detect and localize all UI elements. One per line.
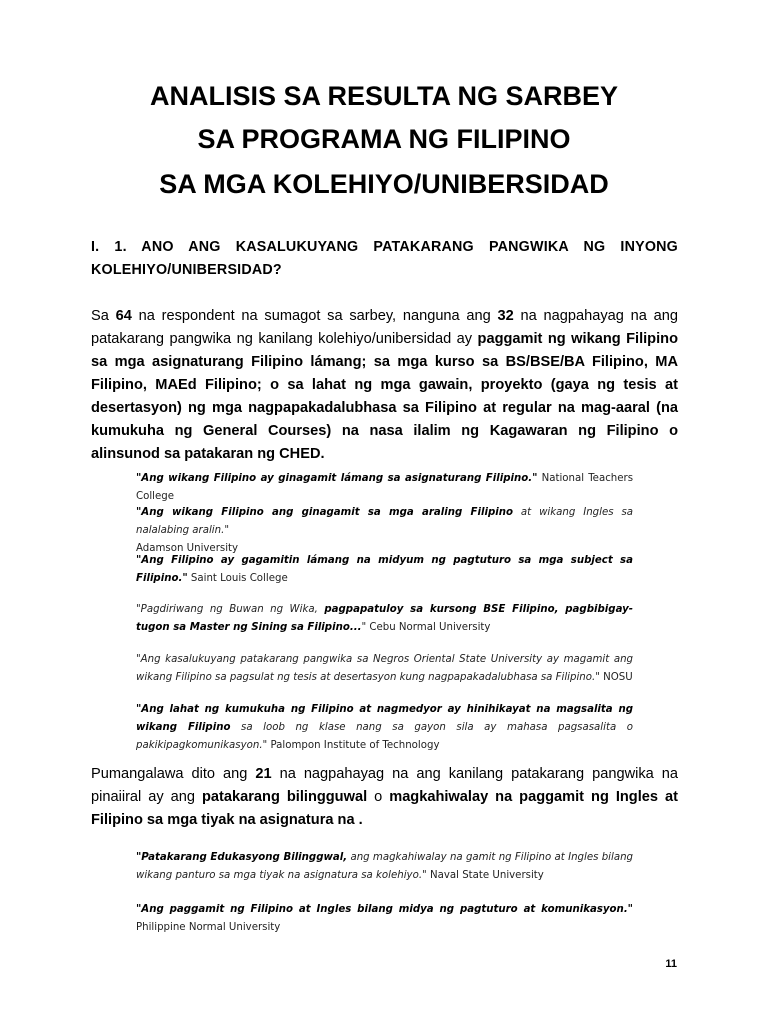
title-line-1: ANALISIS SA RESULTA NG SARBEY — [149, 81, 619, 111]
quote-national-teachers-college: "Ang wikang Filipino ay ginagamit lámang sa asignaturang Filipino." National Teachers College — [136, 473, 634, 502]
section-heading: I. 1. ANO ANG KASALUKUYANG PATAKARANG PANGWIKA NG INYONG KOLEHIYO/UNIBERSIDAD? — [91, 239, 678, 278]
quote-philippine-normal-university: "Ang paggamit ng Filipino at Ingles bilang midya ng pagtuturo at komunikasyon." Philippine Normal University — [136, 904, 633, 933]
quote-saint-louis-college: "Ang Filipino ay gagamitin lámang na midyum ng pagtuturo sa mga subject sa Filipino." Saint Louis College — [136, 555, 633, 584]
quote-adamson-university: "Ang wikang Filipino ang ginagamit sa mga araling Filipino at wikang Ingles sa nalalabing aralin." Adamson University — [136, 507, 633, 554]
title-line-3: SA MGA KOLEHIYO/UNIBERSIDAD — [159, 169, 609, 199]
quote-palompon-institute: "Ang lahat ng kumukuha ng Filipino at nagmedyor ay hinihikayat na magsalita ng wikang Filipino sa loob ng klase nang sa gayon sila ay mahasa pagsasalita o pakikipagkomunikasyon." Palompon Institute of Technology — [136, 704, 633, 751]
page-number: 11 — [665, 958, 677, 970]
paragraph-1: Sa 64 na respondent na sumagot sa sarbey, nanguna ang 32 na nagpahayag na ang patakarang pangwika ng kanilang kolehiyo/unibersidad ay paggamit ng wikang Filipino sa mga asignaturang Filipino lámang; sa mga kurso sa BS/BSE/BA Filipino, MA Filipino, MAEd Filipino; o sa lahat ng mga gawain, proyekto (gaya ng tesis at desertasyon) ng mga nagpapakadalubhasa sa Filipino at regular na mag-aaral (na kumukuha ng General Courses) na nasa ilalim ng Kagawaran ng Filipino o alinsunod sa patakaran ng CHED. — [91, 308, 678, 462]
quote-naval-state-university: "Patakarang Edukasyong Bilinggwal, ang magkahiwalay na gamit ng Filipino at Ingles bilang wikang panturo sa mga tiyak na asignatura sa kolehiyo." Naval State University — [136, 852, 633, 881]
quote-nosu: "Ang kasalukuyang patakarang pangwika sa Negros Oriental State University ay magamit ang wikang Filipino sa pagsulat ng tesis at desertasyon kung nagpapakadalubhasa sa Filipino." NOSU — [136, 654, 633, 683]
title-line-2: SA PROGRAMA NG FILIPINO — [197, 124, 571, 154]
paragraph-2: Pumangalawa dito ang 21 na nagpahayag na ang kanilang patakarang pangwika na pinaiiral ay ang patakarang bilingguwal o magkahiwalay na paggamit ng Ingles at Filipino sa mga tiyak na asignatura na . — [91, 766, 678, 828]
quote-cebu-normal-university: "Pagdiriwang ng Buwan ng Wika, pagpapatuloy sa kursong BSE Filipino, pagbibigay-tugon sa Master ng Sining sa Filipino..." Cebu Normal University — [136, 604, 633, 633]
